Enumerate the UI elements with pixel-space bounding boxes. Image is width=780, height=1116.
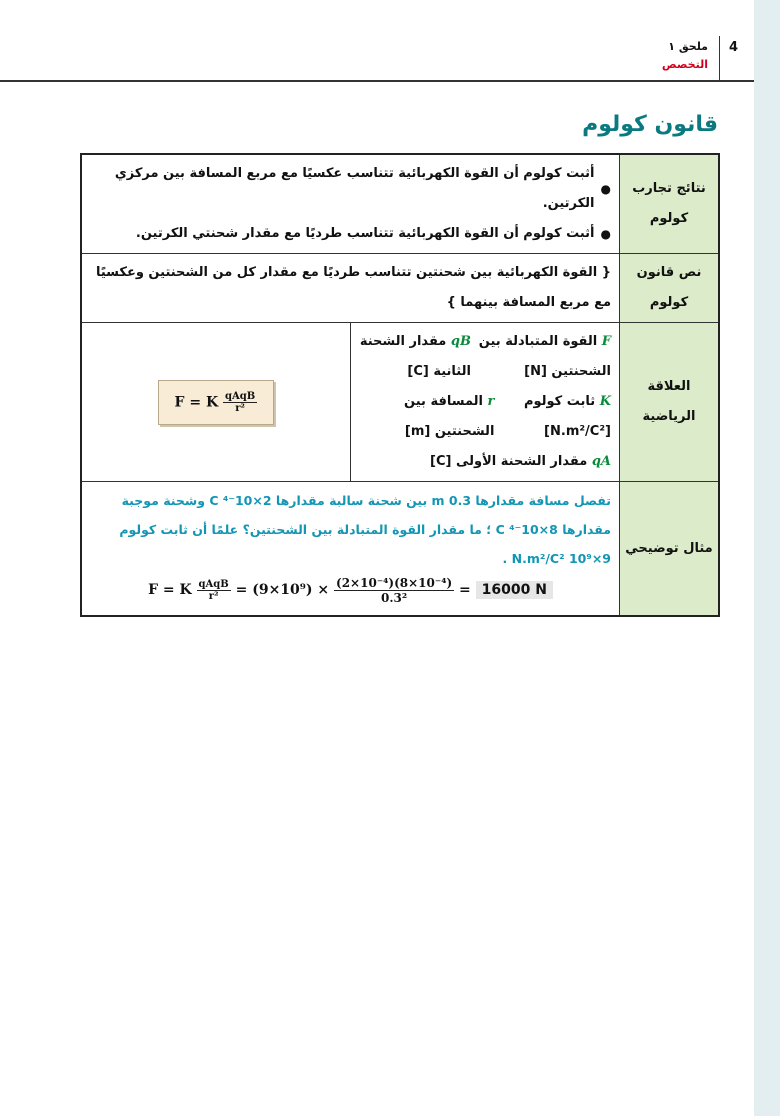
calc-value-denominator: 0.3² — [381, 590, 408, 605]
header-rule — [0, 80, 754, 82]
example-cell — [81, 482, 620, 617]
bullet-icon: ● — [600, 227, 611, 241]
defs-row-1 — [359, 327, 611, 387]
def-K: ثابت كولوم [N.m²/C²] — [523, 394, 611, 439]
side-strip — [754, 0, 780, 1116]
list-item — [90, 219, 611, 249]
calc-value-fraction — [334, 576, 454, 605]
header-divider — [719, 36, 721, 80]
row-label-results: نتائج تجارب كولوم — [620, 154, 720, 254]
section-title: قانون كولوم — [582, 112, 718, 137]
def-F: القوة المتبادلة بين الشحنتين [N] — [478, 334, 611, 379]
result-item-2: أثبت كولوم أن القوة الكهربائية تتناسب طرديًا مع مقدار شحنتي الكرتين. — [135, 226, 595, 241]
list-item — [90, 159, 611, 219]
symbol-r: r — [487, 394, 495, 409]
defs-row-2 — [359, 387, 611, 447]
example-calculation — [90, 573, 611, 611]
results-cell — [81, 154, 620, 254]
example-question: تفصل مسافة مقدارها 0.3 m بين شحنة سالبة مقدارها 2×10⁻⁴ C وشحنة موجبة مقدارها 8×10⁻⁴ C ؛ ما مقدار القوة المتبادلة بين الشحنتين؟ علمًا أن ثابت كولوم 9×10⁹ N.m²/C² . — [119, 493, 611, 566]
specialty-label: التخصص — [661, 58, 708, 71]
coulomb-formula — [158, 380, 275, 425]
calc-lhs: F = K — [148, 582, 192, 598]
calc-middle: = (9×10⁹) × — [235, 582, 330, 598]
result-item-1: أثبت كولوم أن القوة الكهربائية تتناسب عكسيًا مع مربع المسافة بين مركزي الكرتين. — [114, 166, 595, 211]
table-row — [81, 254, 719, 323]
calc-equals: = — [459, 582, 471, 598]
formula-denominator: r² — [235, 402, 245, 414]
row-label-example: مثال توضيحي — [620, 482, 720, 617]
calc-symbol-fraction — [197, 579, 231, 602]
page-number: 4 — [728, 40, 738, 55]
table-row — [81, 154, 719, 254]
formula-lhs: F = K — [174, 394, 219, 410]
defs-row-3 — [359, 447, 611, 477]
symbol-qB: qB — [450, 334, 471, 349]
formula-cell — [81, 323, 350, 482]
formula-fraction — [223, 391, 257, 414]
bullet-icon: ● — [600, 182, 611, 196]
page-header — [0, 36, 754, 82]
def-qB: مقدار الشحنة الثانية [C] — [359, 334, 471, 379]
formula-numerator: qAqB — [225, 390, 256, 402]
def-r: المسافة بين الشحنتين [m] — [404, 394, 495, 439]
symbol-K: K — [599, 394, 611, 409]
calc-symbol-denominator: r² — [208, 590, 219, 602]
table-row — [81, 482, 719, 617]
row-label-statement: نص قانون كولوم — [620, 254, 720, 323]
symbol-F: F — [601, 334, 611, 349]
symbol-qA: qA — [591, 454, 611, 469]
def-qA: مقدار الشحنة الأولى [C] — [430, 454, 588, 469]
coulomb-table — [80, 153, 720, 617]
calc-value-numerator: (2×10⁻⁴)(8×10⁻⁴) — [336, 575, 453, 590]
chapter-label: ملحق ١ — [668, 40, 708, 53]
calc-result: 16000 N — [476, 581, 553, 599]
symbol-definitions — [350, 323, 619, 482]
calc-symbol-numerator: qAqB — [198, 578, 229, 590]
table-row — [81, 323, 719, 482]
row-label-relation: العلاقة الرياضية — [620, 323, 720, 482]
statement-text: { القوة الكهربائية بين شحنتين تتناسب طرديًا مع مقدار كل من الشحنتين وعكسيًا مع مربع المسافة بينهما } — [81, 254, 620, 323]
